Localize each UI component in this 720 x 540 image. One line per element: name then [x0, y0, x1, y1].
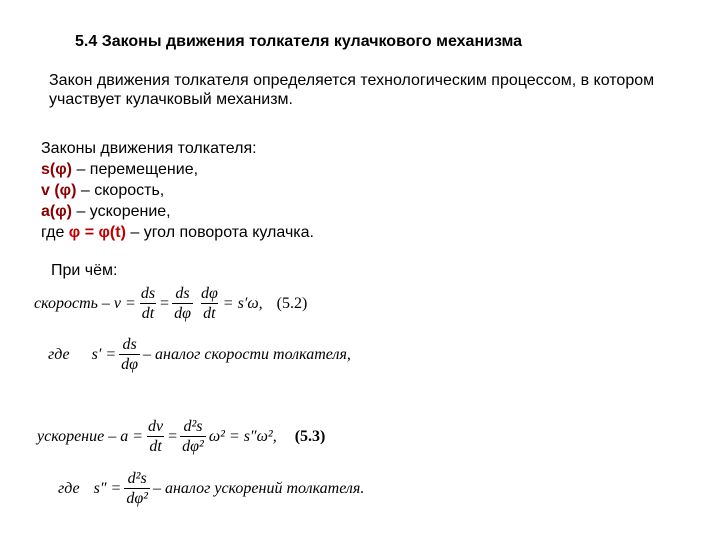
velocity-lhs: скорость – v =: [34, 294, 136, 312]
equation-number-5-3: (5.3): [294, 427, 326, 445]
displacement-symbol: s(φ): [41, 161, 72, 178]
velocity-analog-formula: [48, 336, 351, 373]
law-angle: [41, 222, 314, 243]
when-label: При чём:: [51, 262, 118, 279]
fraction-denominator: dφ²: [126, 490, 148, 507]
laws-heading: Законы движения толкателя:: [41, 140, 257, 157]
fraction-dphi-dt: [199, 285, 220, 322]
equation-number-5-2: (5.2): [276, 294, 308, 312]
displacement-text: – перемещение,: [72, 161, 199, 178]
fraction-ds-dphi: [172, 285, 193, 322]
fraction-numerator: d²s: [127, 470, 147, 487]
velocity-analog-lhs: s′ =: [91, 345, 117, 363]
fraction-numerator: dv: [148, 418, 164, 435]
fraction-d2s-dphi2: [124, 470, 150, 507]
fraction-numerator: ds: [122, 336, 137, 353]
where-label: где: [58, 479, 80, 497]
motion-laws-list: [41, 138, 314, 243]
fraction-numerator: ds: [175, 285, 190, 302]
fraction-denominator: dt: [141, 305, 155, 322]
fraction-d2s-dphi2: [180, 418, 206, 455]
law-acceleration: [41, 201, 314, 222]
acceleration-text: – ускорение,: [72, 203, 171, 220]
velocity-analog-rhs: – аналог скорости толкателя,: [143, 345, 351, 363]
fraction-ds-dphi: [119, 336, 140, 373]
acceleration-analog-formula: [58, 470, 364, 507]
law-displacement: [41, 159, 314, 180]
acceleration-lhs: ускорение – a =: [37, 427, 144, 445]
velocity-symbol: v (φ): [41, 182, 77, 199]
intro-paragraph: Закон движения толкателя определяется технологическим процессом, в котором участвует кулачковый механизм.: [49, 72, 655, 108]
fraction-denominator: dt: [149, 438, 162, 455]
velocity-text: – скорость,: [76, 182, 165, 199]
fraction-numerator: d²s: [183, 418, 203, 435]
where-prefix: где: [41, 224, 69, 241]
acceleration-formula: [37, 418, 325, 455]
fraction-numerator: ds: [140, 285, 156, 302]
fraction-denominator: dt: [203, 305, 216, 322]
velocity-formula: [34, 285, 307, 322]
where-label: где: [48, 345, 70, 363]
fraction-dv-dt: [146, 418, 165, 455]
law-velocity: [41, 180, 314, 201]
acceleration-analog-lhs: s″ =: [93, 479, 122, 497]
page-title: 5.4 Законы движения толкателя кулачкового механизма: [75, 33, 523, 50]
acceleration-rhs: ω² = s″ω²,: [208, 427, 277, 445]
fraction-denominator: dφ: [121, 356, 139, 373]
acceleration-symbol: a(φ): [41, 203, 72, 220]
equals-sign: =: [160, 294, 170, 312]
equals-sign: =: [168, 427, 178, 445]
velocity-rhs: = s′ω,: [222, 294, 263, 312]
fraction-denominator: dφ²: [182, 438, 204, 455]
angle-text: – угол поворота кулачка.: [125, 224, 314, 241]
fraction-ds-dt: [139, 285, 157, 322]
angle-expression: φ = φ(t): [68, 224, 126, 241]
acceleration-analog-rhs: – аналог ускорений толкателя.: [152, 479, 365, 497]
fraction-denominator: dφ: [174, 305, 191, 322]
fraction-numerator: dφ: [200, 285, 218, 302]
